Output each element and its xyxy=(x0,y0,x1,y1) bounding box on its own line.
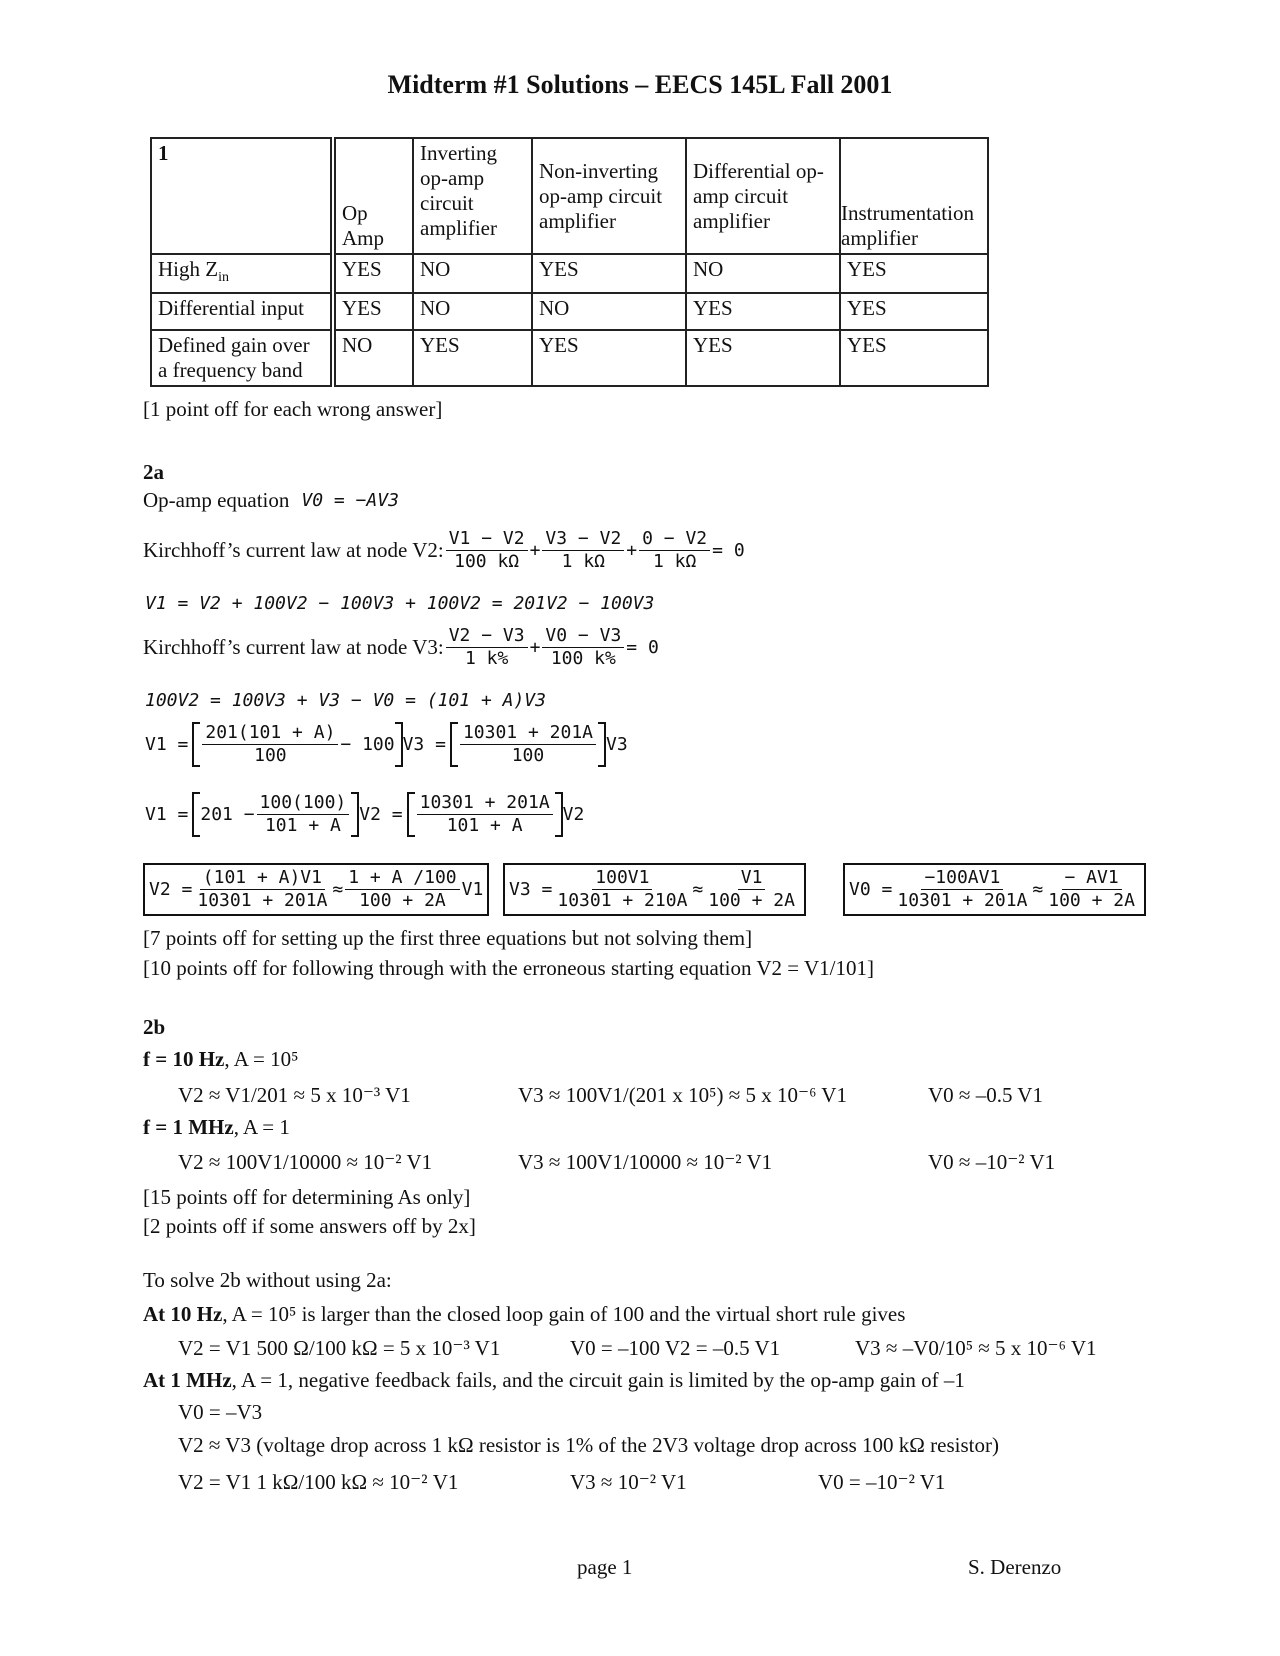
f1-v2: V2 ≈ V1/201 ≈ 5 x 10⁻³ V1 xyxy=(178,1083,411,1107)
alt-1mhz-line2: V2 ≈ V3 (voltage drop across 1 kΩ resistor is 1% of the 2V3 voltage drop across 100 kΩ resistor) xyxy=(178,1433,999,1457)
row-label: Defined gain over a frequency band xyxy=(151,330,333,386)
alt-intro: To solve 2b without using 2a: xyxy=(143,1268,392,1292)
header-non-inverting: Non-inverting op-amp circuit amplifier xyxy=(532,138,686,254)
boxed-v3-result: V3 = $\frac{100V1}{10301 + 210A}$ ≈ $\frac{V1}{100 + 2A}$ xyxy=(503,863,806,916)
kcl-node-v2: Kirchhoff’s current law at node V2: $\frac{V1 - V2}{100 k\Omega}$ + $\frac{V3 - V2}{1 k\Omega}$ + $\frac{0 - V2}{1 k\Omega}$ = 0 xyxy=(143,528,745,572)
table-cell: YES xyxy=(686,293,840,330)
note-2-points: [2 points off if some answers off by 2x] xyxy=(143,1214,476,1238)
v1-equation-a: V1 = $\frac{201(101 + A)}{100}$ − 100 V3 = $\frac{10301 + 201A}{100}$ V3 xyxy=(145,722,628,766)
table-cell: NO xyxy=(413,254,532,293)
alt-1mhz-v2: V2 = V1 1 kΩ/100 kΩ ≈ 10⁻² V1 xyxy=(178,1470,459,1494)
table-cell: YES xyxy=(532,330,686,386)
row-label: High $Z_{in}$ xyxy=(151,254,333,293)
fraction: $\frac{0 - V2}{1 k\Omega}$ xyxy=(639,528,710,573)
opamp-equation-line xyxy=(143,488,399,513)
alt-1mhz-v0: V0 = –10⁻² V1 xyxy=(818,1470,946,1494)
f1-v3: V3 ≈ 100V1/(201 x 10⁵) ≈ 5 x 10⁻⁶ V1 xyxy=(518,1083,847,1107)
freq-10hz: f = 10 Hz, A = 10⁵ xyxy=(143,1047,299,1071)
table-cell: NO xyxy=(532,293,686,330)
v1-equation-b: V1 = 201 − $\frac{100(100)}{101 + A}$ V2 = $\frac{10301 + 201A}{101 + A}$ V2 xyxy=(145,792,585,836)
kcl2-label: Kirchhoff’s current law at node V2: xyxy=(143,538,444,562)
note-7-points: [7 points off for setting up the first three equations but not solving them] xyxy=(143,926,753,950)
opamp-label: Op-amp equation xyxy=(143,488,290,512)
alt-10hz-v2: V2 = V1 500 Ω/100 kΩ = 5 x 10⁻³ V1 xyxy=(178,1336,501,1360)
row-label: Differential input xyxy=(151,293,333,330)
fraction: $\frac{V3 - V2}{1 k\Omega}$ xyxy=(542,528,624,573)
author: S. Derenzo xyxy=(968,1555,1062,1579)
header-instrumentation: Instrumentation amplifier xyxy=(840,138,988,254)
alt-1mhz-v3: V3 ≈ 10⁻² V1 xyxy=(570,1470,687,1494)
alt-1mhz: At 1 MHz, A = 1, negative feedback fails, and the circuit gain is limited by the op-amp gain of –1 xyxy=(143,1368,965,1392)
heading-2b: 2b xyxy=(143,1015,166,1039)
boxed-v2-result: V2 = $\frac{(101 + A)V1}{10301 + 201A}$ ≈ $\frac{1 + A /100}{100 + 2A}$ V1 xyxy=(143,863,489,916)
header-inverting: Inverting op-amp circuit amplifier xyxy=(413,138,532,254)
table-note: [1 point off for each wrong answer] xyxy=(143,397,443,421)
comparison-table xyxy=(150,137,989,387)
table-cell: YES xyxy=(840,330,988,386)
alt-10hz-v0: V0 = –100 V2 = –0.5 V1 xyxy=(570,1336,781,1360)
freq-1mhz: f = 1 MHz, A = 1 xyxy=(143,1115,290,1139)
f1-v0: V0 ≈ –0.5 V1 xyxy=(928,1083,1043,1107)
page-number: page 1 xyxy=(577,1555,633,1579)
alt-10hz-v3: V3 ≈ –V0/10⁵ ≈ 5 x 10⁻⁶ V1 xyxy=(855,1336,1097,1360)
table-cell: YES xyxy=(532,254,686,293)
header-op-amp: Op Amp xyxy=(333,138,413,254)
table-cell: YES xyxy=(840,254,988,293)
kcl-node-v3: Kirchhoff’s current law at node V3: $\frac{V2 - V3}{1 k\%}$ + $\frac{V0 - V3}{100 k\%}$ = 0 xyxy=(143,625,659,669)
line-100v2: 100V2 = 100V3 + V3 − V0 = (101 + A)V3 xyxy=(145,690,546,711)
table-cell: YES xyxy=(413,330,532,386)
table-cell: NO xyxy=(333,330,413,386)
alt-1mhz-line1: V0 = –V3 xyxy=(178,1400,263,1424)
fraction: $\frac{V0 - V3}{100 k\%}$ xyxy=(542,625,624,670)
heading-2a: 2a xyxy=(143,460,164,484)
page-title: Midterm #1 Solutions – EECS 145L Fall 2001 xyxy=(387,70,893,99)
table-cell: NO xyxy=(686,254,840,293)
alt-10hz: At 10 Hz, A = 10⁵ is larger than the closed loop gain of 100 and the virtual short rule gives xyxy=(143,1302,906,1326)
table-cell: YES xyxy=(333,254,413,293)
f2-v0: V0 ≈ –10⁻² V1 xyxy=(928,1150,1056,1174)
table-cell: YES xyxy=(333,293,413,330)
table-row xyxy=(151,330,988,386)
table-row xyxy=(151,293,988,330)
table-cell: YES xyxy=(840,293,988,330)
header-differential: Differential op-amp circuit amplifier xyxy=(686,138,840,254)
kcl3-label: Kirchhoff’s current law at node V3: xyxy=(143,635,444,659)
table-cell: NO xyxy=(413,293,532,330)
fraction: $\frac{V2 - V3}{1 k\%}$ xyxy=(446,625,528,670)
boxed-v0-result: V0 = $\frac{-100AV1}{10301 + 201A}$ ≈ $\frac{- AV1}{100 + 2A}$ xyxy=(843,863,1146,916)
note-15-points: [15 points off for determining As only] xyxy=(143,1185,471,1209)
table-cell: YES xyxy=(686,330,840,386)
f2-v2: V2 ≈ 100V1/10000 ≈ 10⁻² V1 xyxy=(178,1150,433,1174)
fraction: $\frac{V1 - V2}{100 k\Omega}$ xyxy=(446,528,528,573)
f2-v3: V3 ≈ 100V1/10000 ≈ 10⁻² V1 xyxy=(518,1150,773,1174)
note-10-points: [10 points off for following through with the erroneous starting equation V2 = V1/101] xyxy=(143,956,875,980)
opamp-equation: V0 = −AV3 xyxy=(301,490,399,511)
table-corner: 1 xyxy=(151,138,333,254)
v1-equation: V1 = V2 + 100V2 − 100V3 + 100V2 = 201V2 − 100V3 xyxy=(145,593,655,614)
table-row xyxy=(151,254,988,293)
